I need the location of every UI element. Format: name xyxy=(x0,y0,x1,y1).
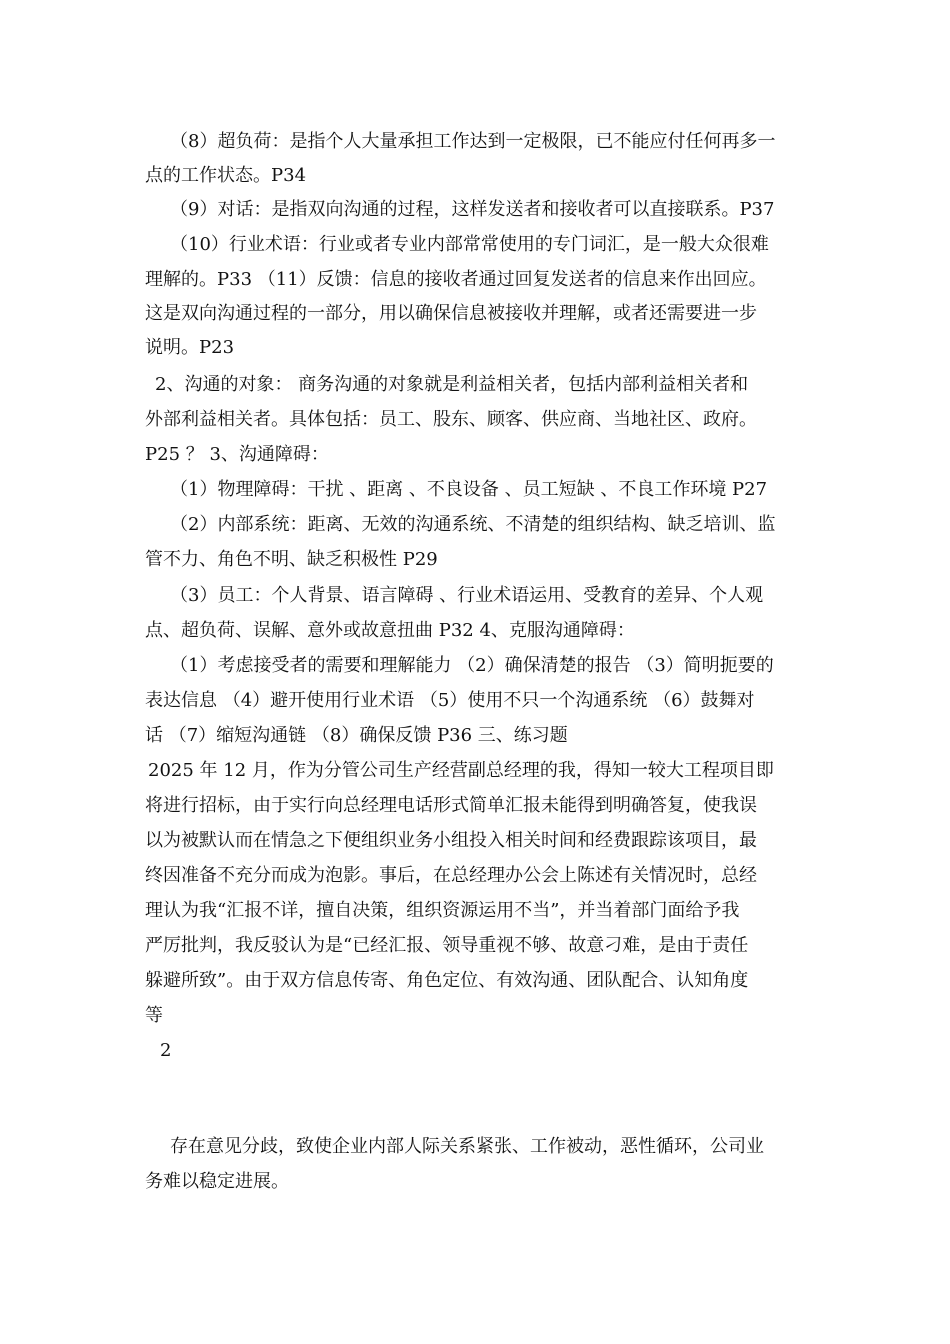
text-line: （1）考虑接受者的需要和理解能力 （2）确保清楚的报告 （3）简明扼要的 xyxy=(170,655,774,676)
text-line: （9）对话：是指双向沟通的过程，这样发送者和接收者可以直接联系。P37 xyxy=(170,199,775,220)
text-line: （10）行业术语：行业或者专业内部常常使用的专门词汇，是一般大众很难 xyxy=(170,234,769,255)
text-line: 理解的。P33 （11）反馈：信息的接收者通过回复发送者的信息来作出回应。 xyxy=(145,269,767,290)
text-line: 严厉批判，我反驳认为是“已经汇报、领导重视不够、故意刁难，是由于责任 xyxy=(145,935,749,956)
text-line: 将进行招标，由于实行向总经理电话形式简单汇报未能得到明确答复，使我误 xyxy=(145,795,757,816)
text-line: 存在意见分歧，致使企业内部人际关系紧张、工作被动，恶性循环，公司业 xyxy=(170,1136,764,1157)
text-line: 点、超负荷、误解、意外或故意扭曲 P32 4、克服沟通障碍： xyxy=(145,620,635,641)
text-line: 管不力、角色不明、缺乏积极性 P29 xyxy=(145,549,438,570)
text-line: P25 ？ 3、沟通障碍： xyxy=(145,444,329,465)
text-line: 务难以稳定进展。 xyxy=(145,1171,289,1192)
text-line: （3）员工：个人背景、语言障碍 、行业术语运用、受教育的差异、个人观 xyxy=(170,585,764,606)
text-line: 表达信息 （4）避开使用行业术语 （5）使用不只一个沟通系统 （6）鼓舞对 xyxy=(145,690,755,711)
text-line: 这是双向沟通过程的一部分，用以确保信息被接收并理解，或者还需要进一步 xyxy=(145,303,757,324)
text-line: 点的工作状态。P34 xyxy=(145,165,307,186)
text-line: 等 xyxy=(145,1005,163,1026)
page-number: 2 xyxy=(160,1040,172,1061)
text-line: 以为被默认而在情急之下便组织业务小组投入相关时间和经费跟踪该项目，最 xyxy=(145,830,757,851)
text-line: 外部利益相关者。具体包括：员工、股东、顾客、供应商、当地社区、政府。 xyxy=(145,409,757,430)
text-line: 说明。P23 xyxy=(145,337,235,358)
text-line: 终因准备不充分而成为泡影。事后，在总经理办公会上陈述有关情况时，总经 xyxy=(145,865,757,886)
text-line: 2、沟通的对象： 商务沟通的对象就是利益相关者，包括内部利益相关者和 xyxy=(155,374,749,395)
text-line: 话 （7）缩短沟通链 （8）确保反馈 P36 三、练习题 xyxy=(145,725,568,746)
text-line: 躲避所致”。由于双方信息传寄、角色定位、有效沟通、团队配合、认知角度 xyxy=(145,970,749,991)
text-line: 理认为我“汇报不详，擅自决策，组织资源运用不当”，并当着部门面给予我 xyxy=(145,900,740,921)
text-line: （8）超负荷：是指个人大量承担工作达到一定极限，已不能应付任何再多一 xyxy=(170,131,776,152)
text-line: 2025 年 12 月，作为分管公司生产经营副总经理的我，得知一较大工程项目即 xyxy=(148,760,774,781)
text-line: （1）物理障碍：干扰 、距离 、不良设备 、员工短缺 、不良工作环境 P27 xyxy=(170,479,768,500)
text-line: （2）内部系统：距离、无效的沟通系统、不清楚的组织结构、缺乏培训、监 xyxy=(170,514,776,535)
